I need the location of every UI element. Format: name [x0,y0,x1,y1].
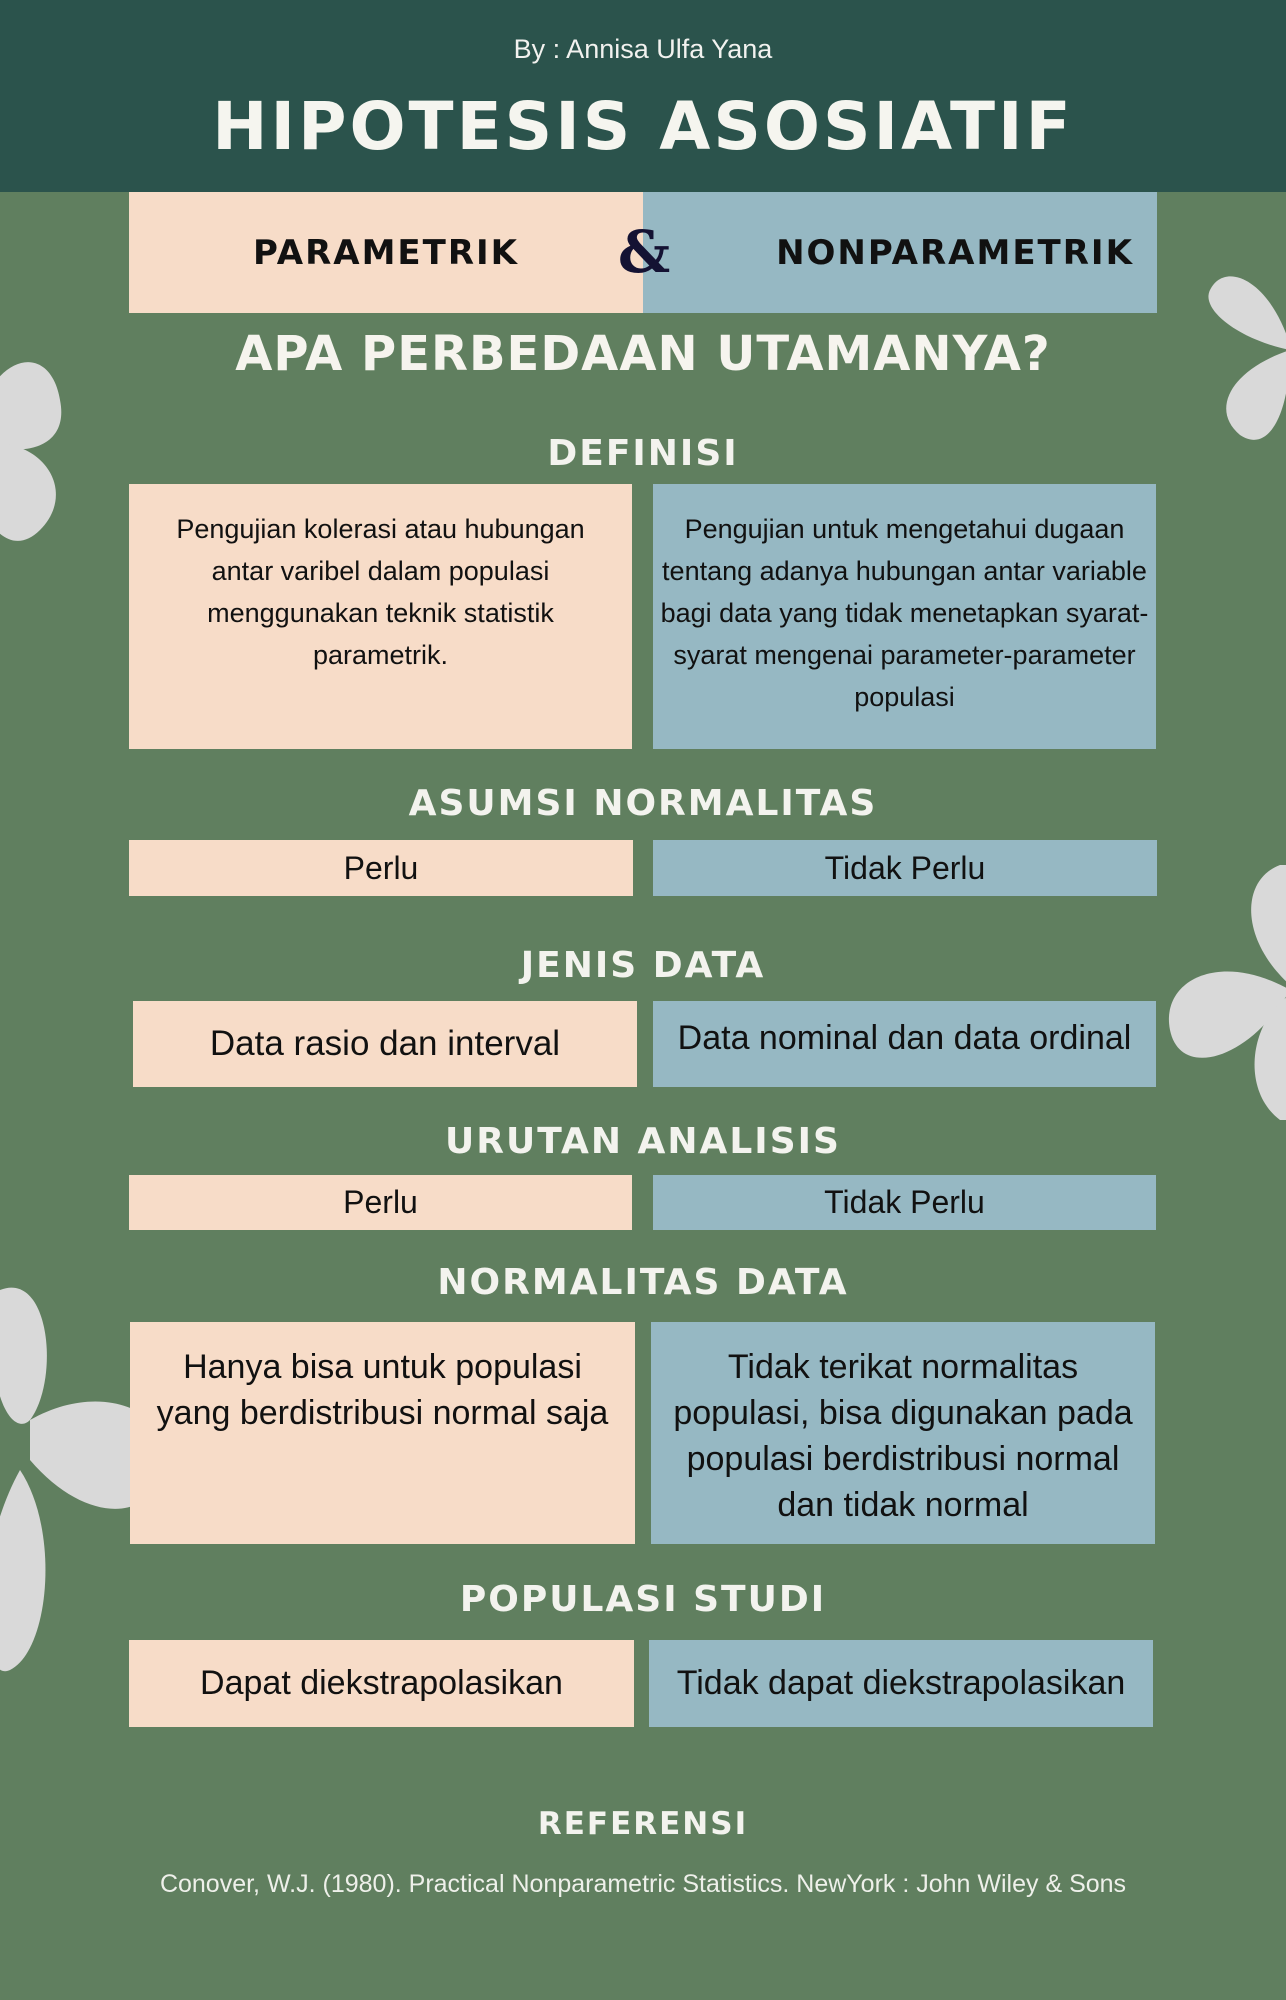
populasi-nonparametrik-text: Tidak dapat diekstrapolasikan [676,1664,1126,1702]
references-citation: Conover, W.J. (1980). Practical Nonparametric Statistics. NewYork : John Wiley & Sons [159,1870,1127,1898]
main-question: APA PERBEDAAN UTAMANYA? [235,326,1051,382]
definisi-parametrik-text: Pengujian kolerasi atau hubungan antar varibel dalam populasi menggunakan teknik statistik parametrik. [176,514,585,670]
populasi-parametrik-box [129,1640,634,1727]
asumsi-parametrik-box [129,840,633,896]
parametrik-label-box [129,192,643,313]
definisi-parametrik-box [129,484,632,749]
section-title-jenis-data: JENIS DATA [520,945,766,986]
jenis-parametrik-box [133,1001,637,1087]
normalitas-nonparametrik-box [651,1322,1155,1544]
jenis-nonparametrik-text: Data nominal dan data ordinal [677,1019,1132,1057]
section-title-normalitas-data: NORMALITAS DATA [437,1262,849,1303]
jenis-nonparametrik-box [653,1001,1156,1087]
nonparametrik-label: NONPARAMETRIK [776,232,1134,273]
section-title-populasi-studi: POPULASI STUDI [459,1579,827,1620]
ampersand-symbol: & [617,218,671,286]
references-title: REFERENSI [537,1806,749,1842]
definisi-nonparametrik-text: Pengujian untuk mengetahui dugaan tentang adanya hubungan antar variable bagi data yang tidak menetapkan syarat-syarat mengenai parameter-parameter populasi [660,514,1149,712]
normalitas-nonparametrik-text: Tidak terikat normalitas populasi, bisa digunakan pada populasi berdistribusi normal dan tidak normal [673,1348,1133,1524]
asumsi-nonparametrik-text: Tidak Perlu [824,849,986,886]
definisi-nonparametrik-box [653,484,1156,749]
section-title-definisi: DEFINISI [547,433,739,474]
parametrik-label: PARAMETRIK [252,232,520,273]
jenis-parametrik-text: Data rasio dan interval [209,1024,561,1063]
section-title-asumsi-normalitas: ASUMSI NORMALITAS [408,783,878,824]
flower-decoration-right-middle [1140,860,1286,1130]
main-title: HIPOTESIS ASOSIATIF [212,88,1074,165]
urutan-parametrik-text: Perlu [343,1184,418,1220]
urutan-parametrik-box [129,1175,632,1230]
asumsi-parametrik-text: Perlu [343,849,419,886]
header-banner [0,0,1286,192]
normalitas-parametrik-text: Hanya bisa untuk populasi yang berdistribusi normal saja [156,1348,609,1432]
populasi-nonparametrik-box [649,1640,1153,1727]
urutan-nonparametrik-box [653,1175,1156,1230]
normalitas-parametrik-box [130,1322,635,1544]
nonparametrik-label-box [643,192,1157,313]
urutan-nonparametrik-text: Tidak Perlu [824,1184,985,1220]
author-byline: By : Annisa Ulfa Yana [513,34,773,64]
asumsi-nonparametrik-box [653,840,1157,896]
section-title-urutan-analisis: URUTAN ANALISIS [445,1121,841,1162]
populasi-parametrik-text: Dapat diekstrapolasikan [200,1664,563,1702]
